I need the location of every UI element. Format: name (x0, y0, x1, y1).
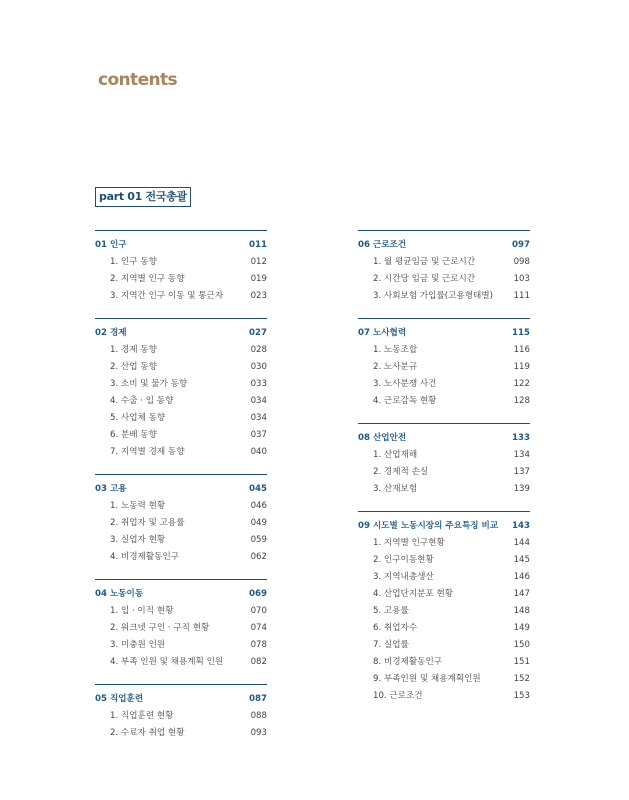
entry-title: 3. 지역간 인구 이동 및 통근자 (110, 291, 224, 301)
entry-page-number: 034 (250, 396, 267, 406)
toc-entry[interactable] (95, 271, 267, 288)
toc-section-heading[interactable] (358, 237, 530, 254)
entry-page-number: 033 (250, 379, 267, 389)
toc-section (95, 684, 267, 742)
entry-page-number: 023 (250, 291, 267, 301)
entry-title: 3. 실업자 현황 (110, 535, 166, 545)
entry-page-number: 012 (250, 257, 267, 267)
toc-entry[interactable] (358, 464, 530, 481)
entry-page-number: 040 (250, 447, 267, 457)
toc-section-heading[interactable] (95, 586, 267, 603)
entry-title: 6. 분배 동향 (110, 430, 157, 440)
section-title: 01 인구 (95, 240, 127, 250)
entry-title: 1. 인구 동향 (110, 257, 157, 267)
entry-page-number: 119 (513, 362, 530, 372)
toc-entry[interactable] (95, 708, 267, 725)
entry-title: 3. 지역내총생산 (373, 572, 434, 582)
toc-section-heading[interactable] (95, 691, 267, 708)
page-title: contents (98, 70, 178, 90)
section-page-number: 133 (512, 433, 530, 443)
toc-entry[interactable] (358, 447, 530, 464)
entry-title: 2. 노사분규 (373, 362, 418, 372)
entry-page-number: 144 (513, 538, 530, 548)
entry-title: 10. 근로조건 (373, 691, 423, 701)
toc-entry[interactable] (95, 620, 267, 637)
toc-entry[interactable] (95, 393, 267, 410)
toc-entry[interactable] (95, 532, 267, 549)
toc-section (358, 230, 530, 305)
toc-entry[interactable] (358, 654, 530, 671)
toc-entry[interactable] (358, 637, 530, 654)
toc-section-heading[interactable] (358, 430, 530, 447)
toc-entry[interactable] (95, 254, 267, 271)
section-page-number: 011 (249, 240, 267, 250)
toc-section (95, 579, 267, 671)
toc-entry[interactable] (95, 725, 267, 742)
entry-title: 1. 노동조합 (373, 345, 418, 355)
toc-section (95, 318, 267, 461)
toc-left-column (95, 230, 267, 755)
section-page-number: 027 (249, 328, 267, 338)
toc-entry[interactable] (358, 271, 530, 288)
entry-page-number: 128 (513, 396, 530, 406)
entry-title: 3. 미충원 인원 (110, 640, 166, 650)
entry-page-number: 148 (513, 606, 530, 616)
entry-title: 4. 부족 인원 및 채용계획 인원 (110, 657, 224, 667)
section-title: 06 근로조건 (358, 240, 407, 250)
section-title: 07 노사협력 (358, 328, 407, 338)
entry-title: 4. 산업단지분포 현황 (373, 589, 454, 599)
section-page-number: 087 (249, 694, 267, 704)
entry-page-number: 134 (513, 450, 530, 460)
toc-entry[interactable] (358, 688, 530, 705)
entry-page-number: 082 (250, 657, 267, 667)
entry-title: 3. 산재보험 (373, 484, 418, 494)
entry-page-number: 098 (513, 257, 530, 267)
entry-title: 4. 수출 · 입 동향 (110, 396, 174, 406)
toc-entry[interactable] (358, 586, 530, 603)
toc-entry[interactable] (95, 654, 267, 671)
toc-section (358, 423, 530, 498)
section-title: 04 노동이동 (95, 589, 144, 599)
toc-section-heading[interactable] (358, 325, 530, 342)
toc-entry[interactable] (95, 342, 267, 359)
toc-entry[interactable] (358, 288, 530, 305)
section-title: 08 산업안전 (358, 433, 407, 443)
toc-entry[interactable] (358, 671, 530, 688)
entry-title: 8. 비경제활동인구 (373, 657, 443, 667)
toc-entry[interactable] (95, 427, 267, 444)
entry-title: 3. 사회보험 가입률(고용형태별) (373, 291, 493, 301)
entry-page-number: 122 (513, 379, 530, 389)
section-title: 03 고용 (95, 484, 127, 494)
section-page-number: 143 (512, 521, 530, 531)
entry-page-number: 137 (513, 467, 530, 477)
entry-title: 1. 경제 동향 (110, 345, 157, 355)
toc-section (358, 318, 530, 410)
entry-title: 4. 비경제활동인구 (110, 552, 180, 562)
entry-page-number: 103 (513, 274, 530, 284)
toc-entry[interactable] (358, 359, 530, 376)
toc-right-column (358, 230, 530, 718)
toc-entry[interactable] (95, 603, 267, 620)
toc-entry[interactable] (95, 549, 267, 566)
entry-title: 9. 부족인원 및 채용계획인원 (373, 674, 481, 684)
toc-entry[interactable] (95, 410, 267, 427)
entry-title: 1. 직업훈련 현황 (110, 711, 174, 721)
entry-title: 1. 입 · 이직 현황 (110, 606, 174, 616)
entry-page-number: 146 (513, 572, 530, 582)
entry-page-number: 070 (250, 606, 267, 616)
entry-page-number: 062 (250, 552, 267, 562)
entry-title: 1. 월 평균임금 및 근로시간 (373, 257, 476, 267)
entry-page-number: 151 (513, 657, 530, 667)
section-title: 09 시도별 노동시장의 주요특징 비교 (358, 521, 499, 531)
toc-entry[interactable] (95, 637, 267, 654)
section-page-number: 045 (249, 484, 267, 494)
entry-title: 1. 노동력 현황 (110, 501, 166, 511)
toc-section-heading[interactable] (95, 481, 267, 498)
entry-title: 2. 시간당 임금 및 근로시간 (373, 274, 476, 284)
entry-page-number: 147 (513, 589, 530, 599)
entry-title: 2. 경제적 손실 (373, 467, 429, 477)
entry-title: 4. 근로감독 현황 (373, 396, 437, 406)
entry-title: 2. 수료자 취업 현황 (110, 728, 185, 738)
entry-page-number: 111 (513, 291, 530, 301)
entry-page-number: 059 (250, 535, 267, 545)
toc-entry[interactable] (95, 515, 267, 532)
toc-section-heading[interactable] (358, 518, 530, 535)
toc-entry[interactable] (358, 620, 530, 637)
entry-page-number: 074 (250, 623, 267, 633)
entry-title: 7. 지역별 경제 동향 (110, 447, 185, 457)
toc-entry[interactable] (358, 393, 530, 410)
entry-page-number: 019 (250, 274, 267, 284)
toc-entry[interactable] (358, 535, 530, 552)
toc-entry[interactable] (358, 552, 530, 569)
toc-entry[interactable] (95, 444, 267, 461)
entry-title: 2. 산업 동향 (110, 362, 157, 372)
entry-title: 5. 사업체 동향 (110, 413, 166, 423)
toc-entry[interactable] (95, 498, 267, 515)
part-heading: part 01 전국총괄 (95, 187, 191, 207)
entry-title: 1. 산업재해 (373, 450, 418, 460)
entry-page-number: 037 (250, 430, 267, 440)
toc-entry[interactable] (95, 359, 267, 376)
entry-page-number: 150 (513, 640, 530, 650)
toc-entry[interactable] (358, 254, 530, 271)
entry-page-number: 028 (250, 345, 267, 355)
section-page-number: 097 (512, 240, 530, 250)
toc-entry[interactable] (358, 376, 530, 393)
entry-title: 7. 실업률 (373, 640, 409, 650)
entry-page-number: 145 (513, 555, 530, 565)
toc-entry[interactable] (358, 481, 530, 498)
entry-title: 2. 인구이동현황 (373, 555, 434, 565)
toc-section (95, 474, 267, 566)
entry-page-number: 030 (250, 362, 267, 372)
entry-page-number: 078 (250, 640, 267, 650)
toc-section-heading[interactable] (95, 325, 267, 342)
entry-page-number: 152 (513, 674, 530, 684)
entry-title: 1. 지역별 인구현황 (373, 538, 445, 548)
entry-title: 6. 취업자수 (373, 623, 418, 633)
section-page-number: 115 (512, 328, 530, 338)
section-title: 05 직업훈련 (95, 694, 144, 704)
toc-entry[interactable] (95, 288, 267, 305)
entry-title: 2. 워크넷 구인 · 구직 현황 (110, 623, 210, 633)
toc-section (95, 230, 267, 305)
entry-page-number: 088 (250, 711, 267, 721)
toc-section (358, 511, 530, 705)
toc-entry[interactable] (358, 569, 530, 586)
entry-page-number: 149 (513, 623, 530, 633)
entry-page-number: 153 (513, 691, 530, 701)
entry-page-number: 049 (250, 518, 267, 528)
entry-title: 3. 소비 및 물가 동향 (110, 379, 188, 389)
entry-page-number: 116 (513, 345, 530, 355)
entry-page-number: 034 (250, 413, 267, 423)
entry-page-number: 139 (513, 484, 530, 494)
toc-entry[interactable] (95, 376, 267, 393)
entry-page-number: 093 (250, 728, 267, 738)
section-title: 02 경제 (95, 328, 127, 338)
section-page-number: 069 (249, 589, 267, 599)
entry-title: 2. 지역별 인구 동향 (110, 274, 185, 284)
toc-entry[interactable] (358, 603, 530, 620)
toc-section-heading[interactable] (95, 237, 267, 254)
entry-title: 2. 취업자 및 고용률 (110, 518, 185, 528)
entry-title: 3. 노사분쟁 사건 (373, 379, 437, 389)
toc-entry[interactable] (358, 342, 530, 359)
entry-title: 5. 고용률 (373, 606, 409, 616)
entry-page-number: 046 (250, 501, 267, 511)
